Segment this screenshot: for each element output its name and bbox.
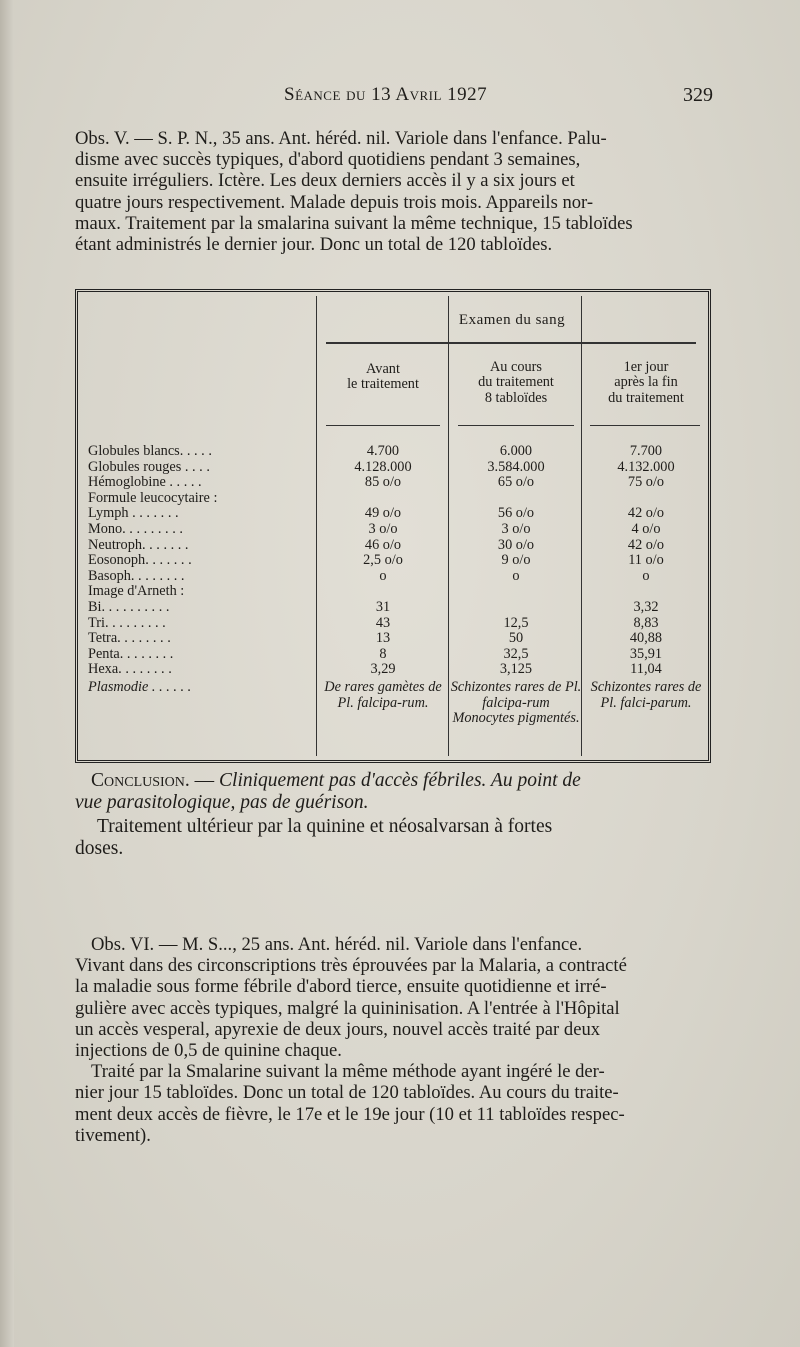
col-header-line: du traitement xyxy=(608,389,684,406)
obs6-line: tivement). xyxy=(75,1124,151,1146)
row-label: Basoph. . . . . . . . xyxy=(88,567,185,584)
cell-after: 11 o/o xyxy=(628,552,664,569)
cell-after: 7.700 xyxy=(629,443,663,459)
cell-after: 35,91 xyxy=(629,645,663,662)
row-label: Globules rouges . . . . xyxy=(88,458,210,475)
plasmodie-during: Schizontes rares de Pl. falcipa-rum Monocytes pigmentés. xyxy=(450,679,582,726)
row-label: Penta. . . . . . . . xyxy=(88,645,174,662)
row-label: Tri. . . . . . . . . xyxy=(88,614,166,631)
page-number: 329 xyxy=(683,84,713,106)
obs6-line: Obs. VI. — M. S..., 25 ans. Ant. héréd. nil. Variole dans l'enfance. xyxy=(91,934,583,955)
cell-after: 4 o/o xyxy=(631,521,661,537)
col-header-line: 8 tabloïdes xyxy=(484,389,548,406)
obs6-paragraph xyxy=(75,934,715,1146)
obs6-line: ment deux accès de fièvre, le 17e et le 19e jour (10 et 11 tabloïdes respec- xyxy=(75,1103,625,1125)
cell-before: 4.700 xyxy=(366,443,400,459)
cell-during: 32,5 xyxy=(503,645,529,662)
obs5-line: étant administrés le dernier jour. Donc un total de 120 tabloïdes. xyxy=(75,234,553,256)
table-divider xyxy=(316,296,317,756)
obs6-line: un accès vesperal, apyrexie de deux jours, nouvel accès traité par deux xyxy=(75,1018,601,1040)
row-label: Lymph . . . . . . . xyxy=(88,505,179,522)
cell-during: 65 o/o xyxy=(497,474,535,491)
row-label: Eosonoph. . . . . . . xyxy=(88,552,192,569)
cell-during: 3.584.000 xyxy=(487,458,545,475)
col-header-line: 1er jour xyxy=(623,359,669,375)
obs6-line: nier jour 15 tabloïdes. Donc un total de 120 tabloïdes. Au cours du traite- xyxy=(75,1082,619,1104)
conclusion-line xyxy=(75,770,725,792)
obs5-line: quatre jours respectivement. Malade depuis trois mois. Appareils nor- xyxy=(75,191,594,213)
cell-during: o xyxy=(512,567,520,584)
row-label: Tetra. . . . . . . . xyxy=(88,630,171,647)
obs5-line: maux. Traitement par la smalarina suivant la même technique, 15 tabloïdes xyxy=(75,212,633,234)
conclusion-label: Conclusion. xyxy=(91,770,190,791)
cell-before: 3 o/o xyxy=(368,521,398,537)
obs6-line: Vivant dans des circonscriptions très éprouvées par la Malaria, a contracté xyxy=(75,955,627,977)
obs5-line: Obs. V. — S. P. N., 35 ans. Ant. héréd. nil. Variole dans l'enfance. Palu- xyxy=(75,128,607,149)
conclusion-dash: — xyxy=(194,770,215,791)
cell-before: 46 o/o xyxy=(364,536,402,553)
cell-after: 3,32 xyxy=(633,599,659,615)
cell-after: 4.132.000 xyxy=(617,458,675,475)
cell-during: 50 xyxy=(508,630,524,647)
table-divider xyxy=(448,296,449,756)
cell-during: 9 o/o xyxy=(501,552,531,569)
cell-before: 13 xyxy=(375,630,391,647)
cell-after: 75 o/o xyxy=(627,474,665,491)
group-header: Examen du sang xyxy=(458,312,566,328)
cell-after: 42 o/o xyxy=(627,505,665,522)
obs6-line: injections de 0,5 de quinine chaque. xyxy=(75,1040,342,1062)
cell-before: 85 o/o xyxy=(364,474,402,491)
cell-during: 6.000 xyxy=(499,443,533,459)
obs6-line: gulière avec accès typiques, malgré la quininisation. A l'entrée à l'Hôpital xyxy=(75,997,620,1019)
cell-after: 42 o/o xyxy=(627,536,665,553)
obs6-line: la maladie sous forme fébrile d'abord tierce, ensuite quotidienne et irré- xyxy=(75,976,607,998)
conclusion-line3: Traitement ultérieur par la quinine et néosalvarsan à fortes xyxy=(97,816,553,837)
row-label: Bi. . . . . . . . . . xyxy=(88,599,170,615)
col-header-line: après la fin xyxy=(614,374,678,391)
cell-after: 8,83 xyxy=(633,614,659,631)
cell-during: 3 o/o xyxy=(501,521,531,537)
blood-exam-table xyxy=(75,289,711,763)
row-label: Mono. . . . . . . . . xyxy=(88,521,183,537)
col-header-line: Au cours xyxy=(489,359,542,375)
group-header-rule xyxy=(326,342,696,344)
header-title: Séance du 13 Avril 1927 xyxy=(284,84,488,105)
column-header-rule xyxy=(458,425,574,426)
cell-during: 3,125 xyxy=(499,661,533,678)
cell-before: 3,29 xyxy=(370,661,396,678)
plasmodie-after: Schizontes rares de Pl. falci-parum. xyxy=(590,679,702,711)
col-header-line: du traitement xyxy=(478,374,554,391)
col-header-after xyxy=(584,360,708,406)
obs6-line: Traité par la Smalarine suivant la même méthode ayant ingéré le der- xyxy=(91,1061,605,1083)
obs5-line: disme avec succès typiques, d'abord quotidiens pendant 3 semaines, xyxy=(75,149,581,171)
cell-before: 31 xyxy=(375,599,391,615)
obs5-paragraph xyxy=(75,128,715,255)
row-label-plasmodie: Plasmodie . . . . . . xyxy=(88,679,192,695)
cell-before: 49 o/o xyxy=(364,505,402,522)
column-header-rule xyxy=(590,425,700,426)
page-gutter xyxy=(0,0,14,1347)
running-header xyxy=(0,84,800,112)
row-label: Neutroph. . . . . . . xyxy=(88,536,189,553)
cell-during: 56 o/o xyxy=(497,505,535,522)
cell-before: 4.128.000 xyxy=(354,458,412,475)
row-label: Formule leucocytaire : xyxy=(88,489,218,506)
cell-during: 12,5 xyxy=(503,614,529,631)
col-header-before xyxy=(318,362,448,393)
cell-after: o xyxy=(642,567,650,584)
cell-before: 8 xyxy=(379,645,387,662)
row-label: Hémoglobine . . . . . xyxy=(88,474,202,491)
obs5-line: ensuite irréguliers. Ictère. Les deux derniers accès il y a six jours et xyxy=(75,170,575,192)
cell-during: 30 o/o xyxy=(497,536,535,553)
plasmodie-before: De rares gamètes de Pl. falcipa-rum. xyxy=(324,679,442,711)
row-label: Globules blancs. . . . . xyxy=(88,443,212,459)
col-header-line: Avant xyxy=(366,361,400,377)
cell-before: 2,5 o/o xyxy=(363,552,403,569)
conclusion-italic-1: Cliniquement pas d'accès fébriles. Au point de xyxy=(219,770,581,791)
cell-before: 43 xyxy=(375,614,391,631)
col-header-during xyxy=(450,360,582,406)
cell-after: 40,88 xyxy=(629,630,663,647)
conclusion-paragraph xyxy=(75,770,725,860)
cell-before: o xyxy=(379,567,387,584)
row-label: Hexa. . . . . . . . xyxy=(88,661,172,678)
col-header-line: le traitement xyxy=(347,376,419,393)
conclusion-italic-2: vue parasitologique, pas de guérison. xyxy=(75,792,369,813)
conclusion-line4: doses. xyxy=(75,838,124,859)
row-label: Image d'Arneth : xyxy=(88,583,185,600)
cell-after: 11,04 xyxy=(630,661,662,678)
column-header-rule xyxy=(326,425,440,426)
